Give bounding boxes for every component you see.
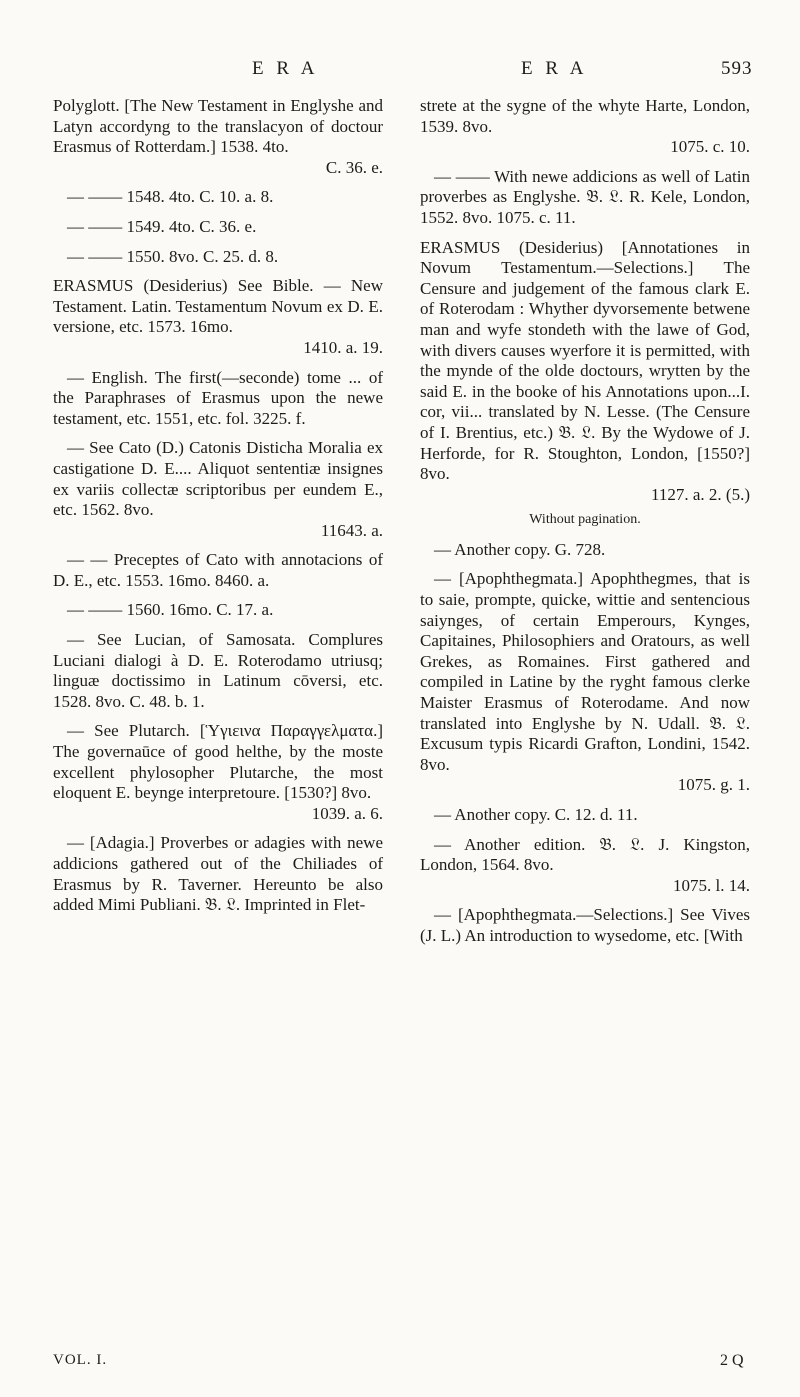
catalogue-entry: — —— 1560. 16mo. C. 17. a.: [67, 600, 274, 620]
catalogue-entry: — See Cato (D.) Catonis Disticha Moralia ex castigatione D. E.... Aliquot sententiæ insignes ex variis collectæ scriptoribus per eundem E., etc. 1562. 8vo. 11643. a.: [53, 438, 383, 540]
shelfmark: 1075. l. 14.: [673, 875, 750, 895]
catalogue-entry: — Another edition. 𝔅. 𝔏. J. Kingston, London, 1564. 8vo. 1075. l. 14.: [420, 834, 750, 895]
left-column: [53, 96, 383, 925]
catalogue-entry: — [Adagia.] Proverbes or adagies with newe addicions gathered out of the Chiliades of Erasmus by R. Taverner. Hereunto be also added Mimi Publiani. 𝔅. 𝔏. Imprinted in Flet-: [53, 833, 383, 915]
catalogue-entry: strete at the sygne of the whyte Harte, London, 1539. 8vo. 1075. c. 10.: [420, 96, 750, 157]
shelfmark: 1075. c. 10.: [670, 137, 750, 157]
shelfmark: 1039. a. 6.: [311, 803, 383, 823]
pagination-note: Without pagination.: [529, 512, 641, 528]
right-column: [420, 96, 750, 956]
shelfmark: 11643. a.: [320, 520, 383, 540]
catalogue-entry: — [Apophthegmata.—Selections.] See Vives (J. L.) An introduction to wysedome, etc. [With: [420, 905, 750, 945]
shelfmark: 1410. a. 19.: [303, 337, 383, 357]
catalogue-entry: ERASMUS (Desiderius) See Bible. — New Testament. Latin. Testamentum Novum ex D. E. versione, etc. 1573. 16mo. 1410. a. 19.: [53, 276, 383, 357]
page-number: 593: [721, 58, 753, 79]
volume-label: VOL. I.: [53, 1352, 108, 1368]
running-head-right: E R A: [521, 58, 588, 79]
catalogue-entry: — —— 1549. 4to. C. 36. e.: [67, 216, 257, 236]
catalogue-entry: — English. The first(—seconde) tome ... of the Paraphrases of Erasmus upon the newe testament, etc. 1551, etc. fol. 3225. f.: [53, 367, 383, 428]
catalogue-entry: — [Apophthegmata.] Apophthegmes, that is to saie, prompte, quicke, wittie and sentencious saiynges, of certain Emperours, Kynges, Capitaines, Philosophiers and Oratours, as well Grekes, as Romaines. First gathered and compiled in Latine by the ryght famous clerke Maister Erasmus of Roterodame. And now translated into Englyshe by N. Udall. 𝔅. 𝔏. Excusum typis Ricardi Grafton, Londini, 1542. 8vo. 1075. g. 1.: [420, 569, 750, 795]
running-head-left: E R A: [252, 58, 319, 79]
catalogue-entry: — —— With newe addicions as well of Latin proverbes as Englyshe. 𝔅. 𝔏. R. Kele, London, 1552. 8vo. 1075. c. 11.: [420, 166, 750, 227]
shelfmark: C. 36. e.: [325, 157, 383, 177]
shelfmark: 1127. a. 2. (5.): [651, 484, 750, 504]
catalogue-entry: — — Preceptes of Cato with annotacions of D. E., etc. 1553. 16mo. 8460. a.: [53, 550, 383, 590]
catalogue-entry: ERASMUS (Desiderius) [Annotationes in Novum Testamentum.—Selections.] The Censure and judgement of the famous clark E. of Roterodam : Whyther dyvorsemente betwene man and wyfe stondeth with the lawe of God, with divers causes wyerfore it is permitted, with the mynde of the olde doctours, wrytten by the said E. in the booke of his Annotations upon...I. cor, vii... translated by N. Lesse. (The Censure of I. Brentius, etc.) 𝔅. 𝔏. By the Wydowe of J. Herforde, for R. Stoughton, London, [1550?] 8vo. 1127. a. 2. (5.): [420, 237, 750, 504]
catalogue-entry: — See Plutarch. [Ὑγιεινα Παραγγελματα.] The governaūce of good helthe, by the moste excellent phylosopher Plutarche, the most eloquent E. beynge interpretoure. [1530?] 8vo. 1039. a. 6.: [53, 721, 383, 823]
catalogue-entry: Polyglott. [The New Testament in Englyshe and Latyn accordyng to the translacyon of doctour Erasmus of Rotterdam.] 1538. 4to. C. 36. e.: [53, 96, 383, 177]
signature-mark: 2 Q: [720, 1352, 744, 1369]
catalogue-entry: — Another copy. G. 728.: [434, 539, 606, 559]
running-head: [0, 58, 800, 82]
catalogue-entry: — —— 1550. 8vo. C. 25. d. 8.: [67, 246, 279, 266]
shelfmark: 1075. g. 1.: [677, 775, 750, 795]
catalogue-entry: — —— 1548. 4to. C. 10. a. 8.: [67, 187, 274, 207]
catalogue-entry: — Another copy. C. 12. d. 11.: [434, 805, 638, 824]
catalogue-entry: — See Lucian, of Samosata. Complures Luciani dialogi à D. E. Roterodamo utriusq; linguæ doctissimo in Latinum cōversi, etc. 1528. 8vo. C. 48. b. 1.: [53, 630, 383, 711]
